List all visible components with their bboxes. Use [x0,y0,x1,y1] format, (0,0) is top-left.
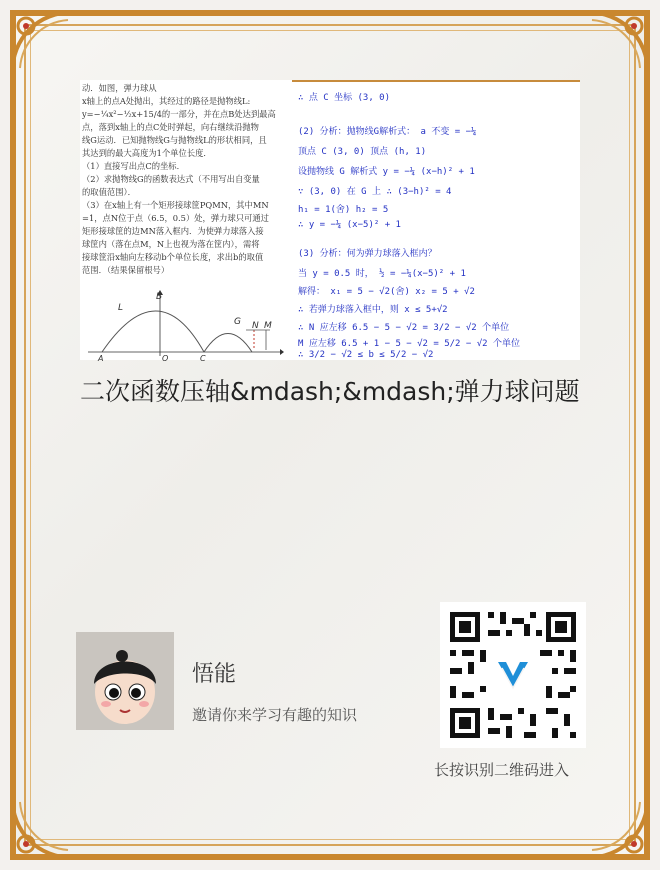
note-line: ∴ 若弹力球落入框中，则 x ≤ 5+√2 [298,305,448,315]
note-line: 顶点 C (3, 0) 顶点 (h, 1) [298,147,427,157]
graph-label-M: M [264,321,272,331]
frame-corner-ornament [8,8,78,78]
graph-label-B: B [156,292,163,302]
graph-label-O: O [162,354,169,363]
problem-line: 的取值范围）． [82,187,136,197]
note-line: (3) 分析：何为弹力球落入框内？ [298,249,437,259]
problem-line: =1，点N位于点（6.5，0.5）处，弹力球只可通过 [82,213,269,223]
problem-line: （1）直接写出点C的坐标． [82,161,185,171]
qr-finder-pattern [546,612,576,642]
graph-label-A: A [98,354,104,363]
graph-label-G: G [234,317,241,327]
note-line: 当 y = 0.5 时， ½ = −¼(x−5)² + 1 [298,269,466,279]
qr-caption: 长按识别二维码进入 [434,761,570,779]
frame-corner-ornament [582,8,652,78]
qr-finder-pattern [450,612,480,642]
note-line: ∵ (3, 0) 在 G 上 ∴ (3−h)² = 4 [298,187,452,197]
frame-corner-ornament [582,792,652,862]
parabola-figure [88,290,284,363]
note-line: 解得： x₁ = 5 − √2(舍) x₂ = 5 + √2 [298,287,475,297]
problem-line: 其达到的最大高度为1个单位长度． [82,148,212,158]
article-cover-preview[interactable] [80,80,580,363]
problem-line: （2）求抛物线G的函数表达式（不用写出自变量 [82,174,260,184]
note-line: ∴ 点 C 坐标 (3, 0) [298,93,391,103]
problem-line: 球筐内（落在点M，N上也视为落在筐内），需将 [82,239,260,249]
graph-label-N: N [252,321,259,331]
qr-finder-pattern [450,708,480,738]
author-tagline: 邀请你来学习有趣的知识 [192,706,358,724]
note-line: ∴ y = −¼ (x−5)² + 1 [298,220,401,230]
note-line: h₁ = 1(舍) h₂ = 5 [298,205,389,215]
note-line: 设抛物线 G 解析式 y = −¼ (x−h)² + 1 [298,167,475,177]
avatar[interactable] [76,632,174,730]
article-title: 二次函数压轴&mdash;&mdash;弹力球问题 [80,377,580,406]
problem-line: 动．如图，弹力球从 [82,83,157,93]
problem-line: 接球筐沿x轴向左移动b个单位长度，求出b的取值 [82,252,264,262]
author-name: 悟能 [192,662,237,687]
frame-corner-ornament [8,792,78,862]
graph-label-L: L [118,303,124,313]
graph-label-C: C [200,354,206,363]
problem-line: x轴上的点A处抛出，其经过的路径是抛物线L: [82,96,251,106]
problem-line: 矩形接球筐的边MN落入框内．为使弹力球落入接 [82,226,264,236]
qr-code[interactable] [440,602,586,748]
cartoon-face-icon [76,632,174,730]
qr-center-logo [492,654,534,696]
note-line: ∴ 3/2 − √2 ≤ b ≤ 5/2 − √2 [298,350,434,360]
note-line: ∴ N 应左移 6.5 − 5 − √2 = 3/2 − √2 个单位 [298,323,510,333]
problem-line: y=−¼x²−½x+15/4的一部分，并在点B处达到最高 [82,109,276,119]
problem-line: 范围．（结果保留根号） [82,265,170,275]
handwritten-notes [292,80,580,362]
problem-line: 线G运动．已知抛物线G与抛物线L的形状相同，且 [82,135,267,145]
problem-line: （3）在x轴上有一个矩形接球筐PQMN，其中MN [82,200,269,210]
note-line: M 应左移 6.5 + 1 − 5 − √2 = 5/2 − √2 个单位 [298,339,520,349]
note-line: (2) 分析：抛物线G解析式： a 不变 = −¼ [298,127,477,137]
problem-line: 点，落到x轴上的点C处时弹起，向右继续沿抛物 [82,122,259,132]
